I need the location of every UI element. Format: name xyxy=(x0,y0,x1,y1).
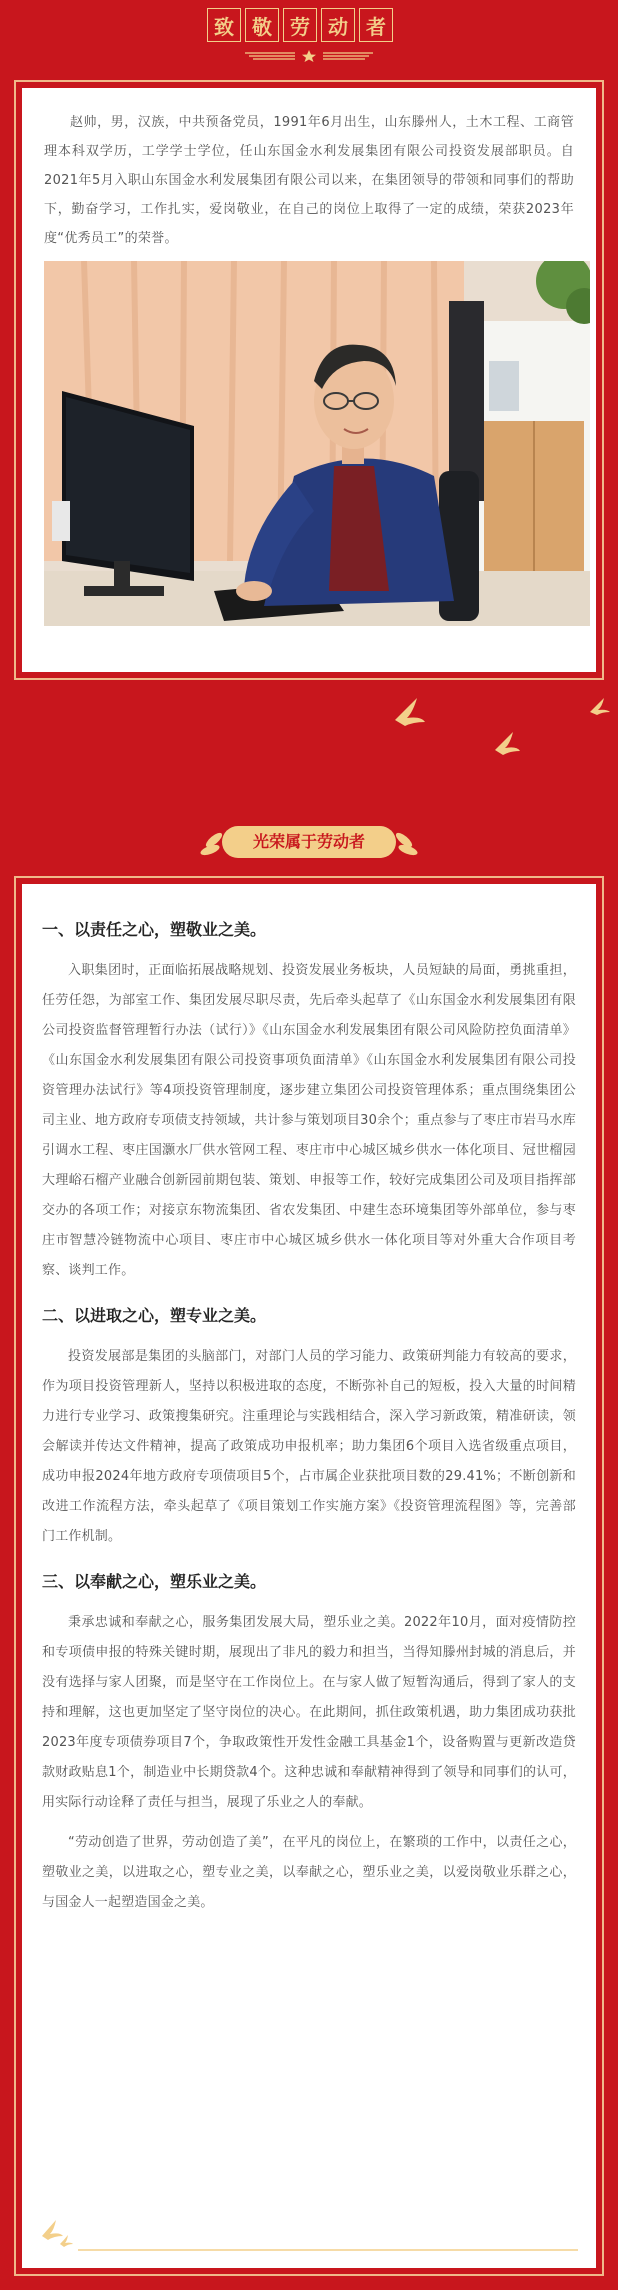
bird-icon xyxy=(495,732,520,755)
section-paragraph: 秉承忠诚和奉献之心，服务集团发展大局，塑乐业之美。2022年10月，面对疫情防控和专项债申报的特殊关键时期，展现出了非凡的毅力和担当，当得知滕州封城的消息后，并没有选择与家人团聚，而是坚守在工作岗位上。在与家人做了短暂沟通后，得到了家人的支持和理解，这也更加坚定了坚守岗位的决心。在此期间，抓住政策机遇，助力集团成功获批2023年度专项债券项目7个，争取政策性开发性金融工具基金1个，设备购置与更新改造贷款财政贴息1个，制造业中长期贷款4个。这种忠诚和奉献精神得到了领导和同事们的认可，用实际行动诠释了责任与担当，展现了乐业之人的奉献。 xyxy=(42,1615,576,1810)
title-char: 动 xyxy=(321,8,355,42)
worker-photo xyxy=(44,261,590,626)
header xyxy=(0,0,618,80)
intro-text: 赵帅，男，汉族，中共预备党员，1991年6月出生，山东滕州人，土木工程、工商管理本科双学历，工学学士学位，任山东国金水利发展集团有限公司投资发展部职员。自2021年5月入职山东国金水利发展集团有限公司以来，在集团领导的带领和同事们的帮助下，勤奋学习，工作扎实，爱岗敬业，在自己的岗位上取得了一定的成绩，荣获2023年度“优秀员工”的荣誉。 xyxy=(44,115,574,246)
section-title-progress: 二、以进取之心，塑专业之美。 xyxy=(42,1306,267,1325)
content-card-body xyxy=(22,884,596,2268)
flying-birds-decoration xyxy=(0,690,618,810)
content-card xyxy=(14,876,604,2276)
footer-ornament xyxy=(38,2214,578,2254)
title-char: 劳 xyxy=(283,8,317,42)
section-paragraph: 入职集团时，正面临拓展战略规划、投资发展业务板块，人员短缺的局面，勇挑重担，任劳任怨，为部室工作、集团发展尽职尽责，先后牵头起草了《山东国金水利发展集团有限公司投资监督管理暂行办法（试行）》《山东国金水利发展集团有限公司风险防控负面清单》《山东国金水利发展集团有限公司投资事项负面清单》《山东国金水利发展集团有限公司投资管理办法试行》等4项投资管理制度，逐步建立集团公司投资管理体系；重点围绕集团公司主业、地方政府专项债支持领域，共计参与策划项目30余个；重点参与了枣庄市岩马水库引调水工程、枣庄国灏水厂供水管网工程、枣庄市中心城区城乡供水一体化项目、冠世榴园大理峪石榴产业融合创新园前期包装、策划、申报等工作，较好完成集团公司及项目指挥部交办的各项工作；对接京东物流集团、省农发集团、中建生态环境集团等外部单位，参与枣庄市智慧冷链物流中心项目、枣庄市中心城区城乡供水一体化项目等对外重大合作项目考察、谈判工作。 xyxy=(42,963,576,1278)
title-char: 者 xyxy=(359,8,393,42)
worker-at-desk-illustration xyxy=(44,261,590,626)
bird-icon xyxy=(395,698,425,726)
intro-card xyxy=(14,80,604,680)
bird-icon xyxy=(590,698,610,715)
section-title-responsibility: 一、以责任之心，塑敬业之美。 xyxy=(42,920,267,939)
bird-icon xyxy=(42,2220,63,2240)
title-divider-ornament xyxy=(245,50,373,62)
section-paragraph: 投资发展部是集团的头脑部门，对部门人员的学习能力、政策研判能力有较高的要求，作为项目投资管理新人，坚持以积极进取的态度，不断弥补自己的短板，投入大量的时间精力进行专业学习、政策搜集研究。注重理论与实践相结合，深入学习新政策，精准研读，领会解读并传达文件精神，提高了政策成功申报机率；助力集团6个项目入选省级重点项目，成功申报2024年地方政府专项债项目5个，占市属企业获批项目数的29.41%；不断创新和改进工作流程方法，牵头起草了《项目策划工作实施方案》《投资管理流程图》等，完善部门工作机制。 xyxy=(42,1349,576,1544)
closing-paragraph: “劳动创造了世界，劳动创造了美”，在平凡的岗位上，在繁琐的工作中，以责任之心，塑敬业之美，以进取之心，塑专业之美，以奉献之心，塑乐业之美，以爱岗敬业乐群之心，与国金人一起塑造国金之美。 xyxy=(42,1835,576,1910)
page-title xyxy=(207,8,393,42)
banner-label: 光荣属于劳动者 xyxy=(252,832,365,851)
star-icon xyxy=(302,50,316,62)
intro-card-body xyxy=(22,88,596,672)
title-char: 致 xyxy=(207,8,241,42)
title-char: 敬 xyxy=(245,8,279,42)
section-title-dedication: 三、以奉献之心，塑乐业之美。 xyxy=(42,1572,267,1591)
bird-icon xyxy=(60,2235,73,2247)
